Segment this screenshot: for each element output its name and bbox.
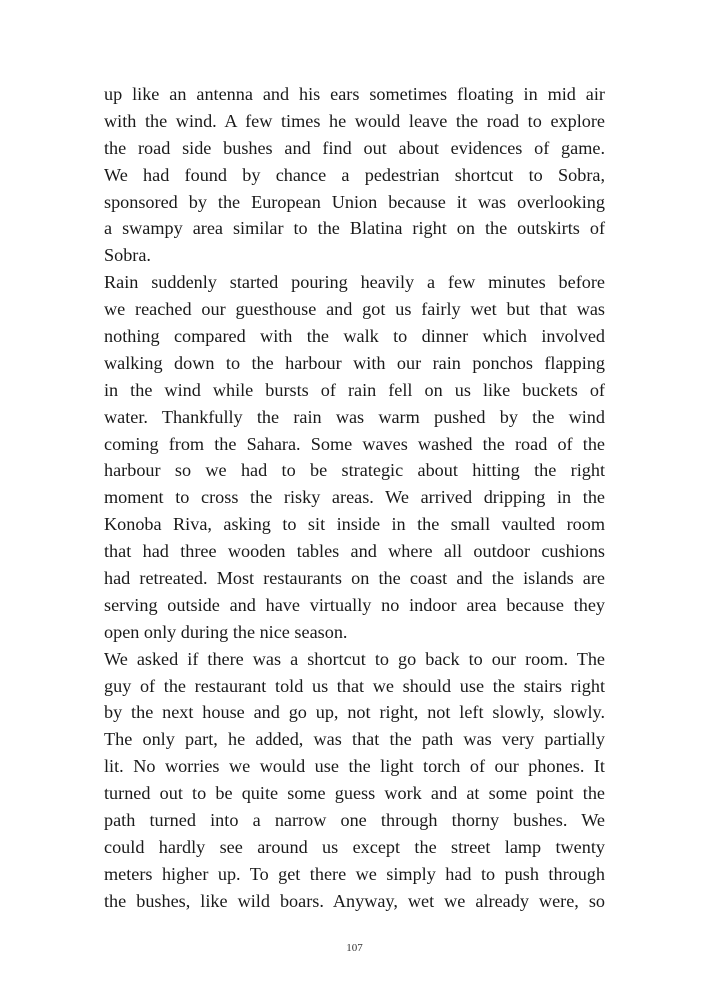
- text-line: a swampy area similar to the Blatina right on the outskirts of: [104, 218, 605, 239]
- text-line: meters higher up. To get there we simply had to push through: [104, 863, 605, 884]
- text-line: lit. No worries we would use the light torch of our phones. It: [104, 756, 605, 777]
- text-line: with the wind. A few times he would leave the road to explore: [104, 110, 605, 131]
- page-number: 107: [346, 942, 363, 954]
- text-line: the bushes, like wild boars. Anyway, wet we already were, so: [104, 890, 605, 911]
- text-line: Rain suddenly started pouring heavily a few minutes before: [104, 272, 605, 293]
- text-line: coming from the Sahara. Some waves washed the road of the: [104, 433, 605, 454]
- text-line: water. Thankfully the rain was warm pushed by the wind: [104, 406, 605, 427]
- text-line: path turned into a narrow one through thorny bushes. We: [104, 810, 605, 831]
- text-line: Sobra.: [104, 245, 151, 266]
- text-line: that had three wooden tables and where all outdoor cushions: [104, 541, 605, 562]
- text-line: the road side bushes and find out about evidences of game.: [104, 137, 605, 158]
- text-line: guy of the restaurant told us that we should use the stairs right: [104, 675, 605, 696]
- text-line: The only part, he added, was that the path was very partially: [104, 729, 605, 750]
- text-line: walking down to the harbour with our rain ponchos flapping: [104, 352, 605, 373]
- text-line: we reached our guesthouse and got us fairly wet but that was: [104, 299, 605, 320]
- text-line: in the wind while bursts of rain fell on us like buckets of: [104, 379, 605, 400]
- text-line: up like an antenna and his ears sometimes floating in mid air: [104, 84, 605, 104]
- text-line: harbour so we had to be strategic about hitting the right: [104, 460, 605, 481]
- text-line: had retreated. Most restaurants on the coast and the islands are: [104, 568, 605, 589]
- text-line: We had found by chance a pedestrian shortcut to Sobra,: [104, 164, 605, 185]
- text-line: Konoba Riva, asking to sit inside in the small vaulted room: [104, 514, 605, 535]
- text-line: moment to cross the risky areas. We arrived dripping in the: [104, 487, 605, 508]
- text-line: by the next house and go up, not right, not left slowly, slowly.: [104, 702, 605, 723]
- text-line: could hardly see around us except the street lamp twenty: [104, 836, 605, 857]
- text-line: We asked if there was a shortcut to go back to our room. The: [104, 648, 605, 669]
- text-line: open only during the nice season.: [104, 621, 348, 642]
- text-line: serving outside and have virtually no indoor area because they: [104, 594, 605, 615]
- text-line: sponsored by the European Union because it was overlooking: [104, 191, 605, 212]
- body-text: [104, 81, 605, 915]
- text-line: turned out to be quite some guess work and at some point the: [104, 783, 605, 804]
- text-line: nothing compared with the walk to dinner which involved: [104, 326, 605, 347]
